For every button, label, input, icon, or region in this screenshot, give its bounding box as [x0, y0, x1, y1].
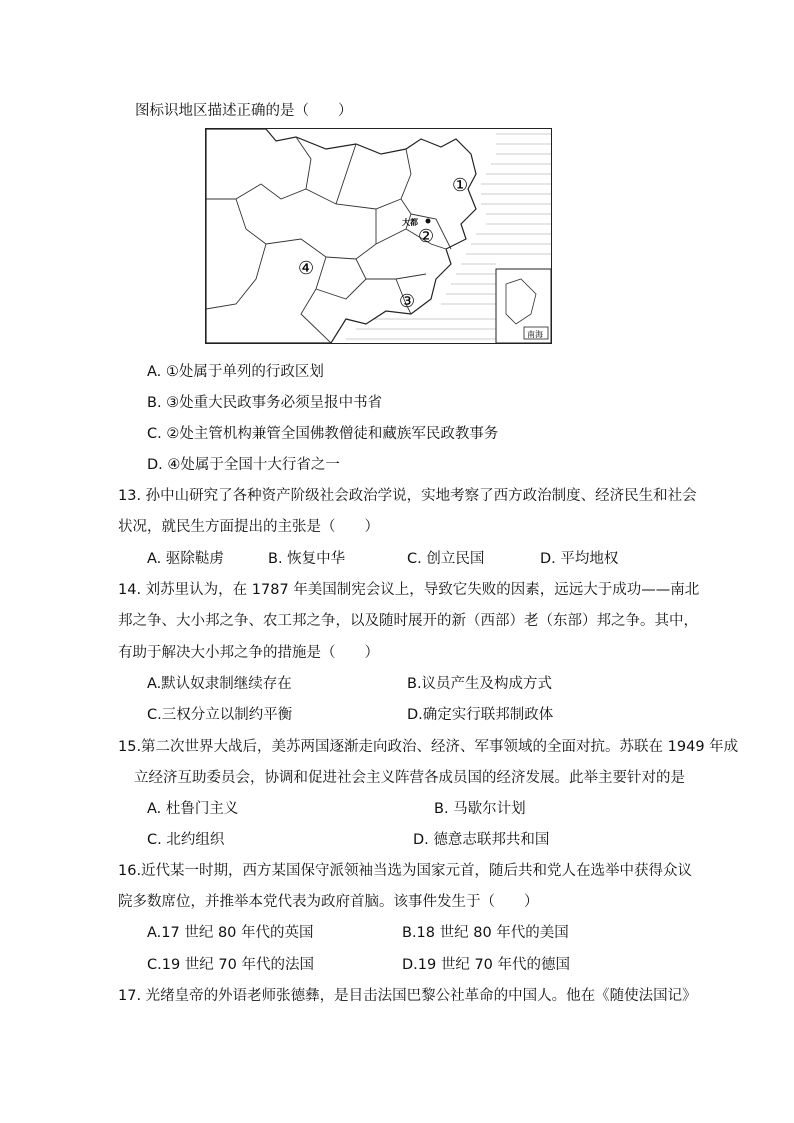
q15-stem-line2: 立经济互助委员会，协调和促进社会主义阵营各成员国的经济发展。此举主要针对的是: [134, 770, 685, 786]
region-label-1: ①: [452, 175, 469, 196]
region-label-4: ④: [298, 258, 315, 279]
capital-marker: [426, 219, 431, 224]
q13-option-c: C. 创立民国: [407, 551, 485, 567]
question-intro: 图标识地区描述正确的是（ ）: [135, 103, 353, 119]
q16-option-d: D.19 世纪 70 年代的德国: [402, 957, 571, 973]
q12-option-c: C. ②处主管机构兼管全国佛教僧徒和藏族军民政教事务: [147, 426, 499, 442]
q15-option-a: A. 杜鲁门主义: [147, 801, 239, 817]
map-drawing: [206, 129, 551, 343]
q13-option-d: D. 平均地权: [540, 551, 619, 567]
q16-stem-line1: 16.近代某一时期，西方某国保守派领袖当选为国家元首，随后共和党人在选举中获得众议: [118, 863, 693, 879]
q16-stem-line2: 院多数席位，并推举本党代表为政府首脑。该事件发生于（ ）: [118, 894, 539, 910]
region-label-2: ②: [418, 226, 435, 247]
q14-option-b: B.议员产生及构成方式: [407, 676, 553, 692]
q12-option-d: D. ④处属于全国十大行省之一: [147, 457, 340, 473]
q12-option-a: A. ①处属于单列的行政区划: [147, 364, 324, 380]
q16-option-a: A.17 世纪 80 年代的英国: [147, 925, 314, 941]
inset-label: 南海: [527, 330, 543, 339]
q15-stem-line1: 15.第二次世界大战后，美苏两国逐渐走向政治、经济、军事领域的全面对抗。苏联在 1949 年成: [118, 739, 739, 755]
q16-option-b: B.18 世纪 80 年代的美国: [402, 925, 569, 941]
capital-label: 大都: [402, 218, 418, 227]
q15-option-c: C. 北约组织: [147, 832, 225, 848]
q14-option-d: D.确定实行联邦制政体: [407, 707, 554, 723]
q14-option-c: C.三权分立以制约平衡: [147, 707, 293, 723]
q13-option-b: B. 恢复中华: [268, 551, 346, 567]
q13-stem-line1: 13. 孙中山研究了各种资产阶级社会政治学说，实地考察了西方政治制度、经济民生和社会: [118, 488, 697, 504]
landmass: [206, 129, 476, 343]
q14-stem-line3: 有助于解决大小邦之争的措施是（ ）: [118, 645, 379, 661]
q13-stem-line2: 状况，就民生方面提出的主张是（ ）: [118, 519, 379, 535]
q17-stem-line1: 17. 光绪皇帝的外语老师张德彝，是目击法国巴黎公社革命的中国人。他在《随使法国记》: [118, 988, 697, 1004]
q12-option-b: B. ③处重大民政事务必须呈报中书省: [147, 395, 383, 411]
q15-option-b: B. 马歇尔计划: [434, 801, 526, 817]
q13-option-a: A. 驱除鞑虏: [147, 551, 224, 567]
q14-stem-line1: 14. 刘苏里认为，在 1787 年美国制宪会议上，导致它失败的因素，远远大于成功——南北: [118, 582, 700, 598]
q14-stem-line2: 邦之争、大小邦之争、农工邦之争，以及随时展开的新（西部）老（东部）邦之争。其中，: [118, 613, 698, 629]
region-label-3: ③: [399, 291, 416, 312]
yuan-dynasty-map: [205, 128, 552, 344]
q14-option-a: A.默认奴隶制继续存在: [147, 676, 292, 692]
q15-option-d: D. 德意志联邦共和国: [413, 832, 550, 848]
q16-option-c: C.19 世纪 70 年代的法国: [147, 957, 314, 973]
